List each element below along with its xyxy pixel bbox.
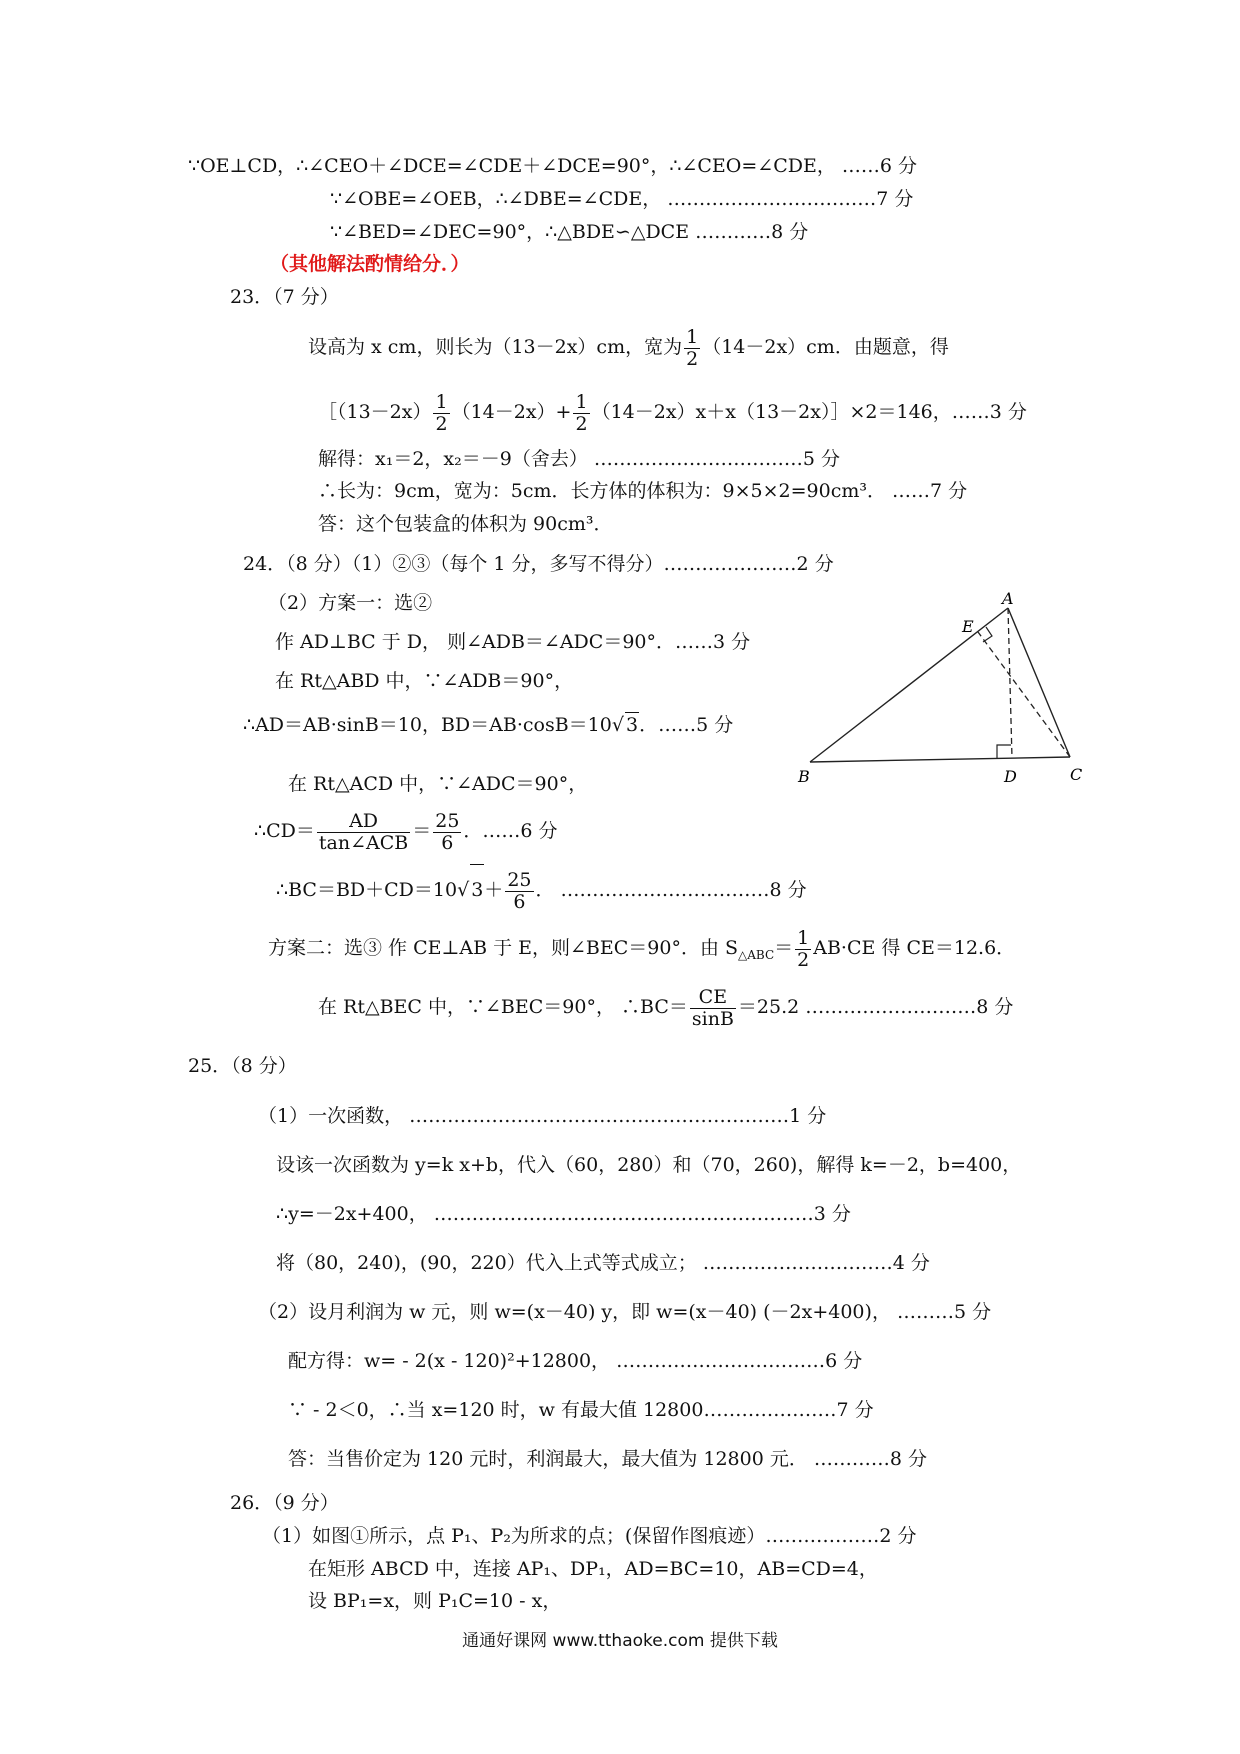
- q23-solution: 解得：x₁＝2，x₂＝－9（舍去） ……………………………5 分: [318, 448, 841, 470]
- q24-heading: 24．（8 分）（1）②③（每个 1 分，多写不得分）…………………2 分: [243, 553, 834, 575]
- note-other-methods: （其他解法酌情给分．）: [270, 253, 470, 275]
- q24-step5-text-a: ∴CD＝: [254, 820, 315, 842]
- q24-plan2: [268, 925, 1015, 978]
- q23-setup-text-b: （14－2x）cm．由题意，得: [702, 336, 949, 358]
- line-3: ∵∠BED=∠DEC=90°，∴△BDE∽△DCE …………8 分: [330, 221, 809, 243]
- sqrt-sign: [612, 714, 624, 736]
- label-c: C: [1070, 765, 1083, 784]
- fraction-den: 2: [686, 347, 699, 370]
- altitude-ce: [978, 632, 1070, 757]
- footer-source: 通通好课网 www.tthaoke.com 提供下载: [462, 1631, 778, 1651]
- q24-plan1-title: （2）方案一：选②: [268, 592, 433, 614]
- triangle-figure: [790, 590, 1090, 790]
- q24-plan1-step5: [254, 806, 558, 856]
- fraction-half: [684, 327, 700, 370]
- fraction-den: sinB: [691, 1007, 734, 1030]
- q24-plan2-subscript: △ABC: [738, 947, 775, 962]
- fraction-den: 6: [513, 890, 526, 913]
- sqrt-radicand: 3: [625, 714, 639, 736]
- q24-step5-text-c: ．……6 分: [463, 820, 558, 842]
- fraction-den: 6: [441, 831, 454, 854]
- label-d: D: [1004, 767, 1017, 786]
- fraction-25-6: [433, 811, 461, 854]
- q24-result-text-d: ． ……………………………8 分: [535, 879, 807, 901]
- q24-plan2-result-text-b: ＝25.2 ………………………8 分: [737, 996, 1014, 1018]
- fraction-den: 2: [797, 948, 810, 971]
- q23-answer: 答：这个包装盒的体积为 90cm³．: [318, 513, 613, 535]
- q25-function: ∴y=－2x+400， ……………………………………………………3 分: [276, 1203, 851, 1225]
- q23-eq-text-a: ［（13－2x）: [318, 401, 432, 423]
- q25-complete-square: 配方得：w= - 2(x - 120)²+12800， ……………………………6 分: [288, 1350, 863, 1372]
- fraction-num: 1: [686, 325, 699, 348]
- fraction-num: 1: [435, 390, 448, 413]
- side-ac: [1008, 608, 1070, 757]
- q26-part1: （1）如图①所示，点 P₁、P₂为所求的点；(保留作图痕迹）………………2 分: [262, 1525, 917, 1547]
- label-e: E: [962, 617, 974, 636]
- q25-setup: 设该一次函数为 y=k x+b，代入（60，280）和（70，260)，解得 k=－2，b=400，: [276, 1154, 1022, 1176]
- q25-heading: 25．（8 分）: [188, 1055, 297, 1077]
- q25-part2: （2）设月利润为 w 元，则 w=(x－40) y，即 w=(x－40) (－2x+400)， ………5 分: [258, 1301, 992, 1323]
- label-b: B: [798, 767, 810, 786]
- fraction-num: 1: [575, 390, 588, 413]
- line-2: ∵∠OBE=∠OEB，∴∠DBE=∠CDE， ……………………………7 分: [330, 188, 914, 210]
- fraction-half: [573, 392, 589, 435]
- q25-part1: （1）一次函数， ……………………………………………………1 分: [258, 1105, 827, 1127]
- q25-max: ∵ - 2＜0，∴当 x=120 时，w 有最大值 12800…………………7 分: [288, 1399, 874, 1421]
- q24-result-text-a: ∴BC＝BD＋CD＝10: [276, 879, 458, 901]
- q24-plan1-step3: [243, 712, 733, 737]
- fraction-den: 2: [575, 412, 588, 435]
- right-angle-d: [997, 745, 1011, 758]
- fraction-ad-tan: [317, 811, 410, 854]
- q24-plan2-result-text-a: 在 Rt△BEC 中，∵∠BEC＝90°， ∴BC＝: [318, 996, 688, 1018]
- altitude-ad: [1008, 608, 1012, 758]
- q24-plan2-text-a: 方案二：选③ 作 CE⊥AB 于 E，则∠BEC＝90°．由 S: [268, 937, 739, 959]
- fraction-25-6: [505, 870, 533, 913]
- q26-variable: 设 BP₁=x，则 P₁C=10 - x，: [308, 1590, 562, 1612]
- fraction-ce-sinb: [690, 987, 736, 1030]
- q25-verify: 将（80，240)，(90，220）代入上式等式成立； …………………………4 分: [276, 1252, 930, 1274]
- q24-plan1-step2: 在 Rt△ABD 中，∵∠ADB＝90°，: [275, 670, 574, 692]
- fraction-num: CE: [690, 987, 736, 1009]
- q23-line-equation: [318, 386, 1027, 438]
- q26-rectangle: 在矩形 ABCD 中，连接 AP₁、DP₁，AD=BC=10，AB=CD=4，: [308, 1558, 878, 1580]
- q24-plan2-text-c: AB·CE 得 CE＝12.6．: [813, 937, 1016, 959]
- fraction-half: [433, 392, 449, 435]
- q23-heading: 23．（7 分）: [230, 286, 339, 308]
- q24-result-text-c: ＋: [484, 879, 504, 901]
- line-1: ∵OE⊥CD，∴∠CEO＋∠DCE=∠CDE＋∠DCE=90°，∴∠CEO=∠CDE， ……6 分: [188, 155, 918, 177]
- fraction-num: AD: [317, 811, 410, 833]
- q25-answer: 答：当售价定为 120 元时，利润最大，最大值为 12800 元． …………8 分: [288, 1448, 928, 1470]
- q24-plan2-text-b: ＝: [774, 937, 794, 959]
- q26-heading: 26．（9 分）: [230, 1492, 339, 1514]
- fraction-num: 25: [435, 809, 460, 832]
- q23-eq-text-b: （14－2x）+: [451, 401, 572, 423]
- label-a: A: [1002, 590, 1014, 608]
- side-ab: [810, 608, 1008, 762]
- q24-plan1-result: [276, 864, 807, 915]
- q24-plan1-step4: 在 Rt△ACD 中，∵∠ADC＝90°，: [288, 773, 588, 795]
- fraction-num: 25: [507, 868, 532, 891]
- side-bc: [810, 757, 1070, 762]
- sqrt-radicand: 3: [470, 864, 484, 915]
- q23-setup-text-a: 设高为 x cm，则长为（13－2x）cm，宽为: [308, 336, 683, 358]
- fraction-den: 2: [435, 412, 448, 435]
- q23-dimensions: ∴长为：9cm，宽为：5cm．长方体的体积为：9×5×2=90cm³． ……7 分: [318, 480, 968, 502]
- fraction-num: 1: [797, 926, 810, 949]
- sqrt-sign: [457, 879, 469, 901]
- fraction-den: tan∠ACB: [318, 831, 409, 854]
- q24-step5-text-b: ＝: [412, 820, 432, 842]
- q24-step3-text-a: ∴AD＝AB·sinB＝10，BD＝AB·cosB＝10: [243, 714, 612, 736]
- q23-line-setup: [308, 321, 949, 373]
- q24-plan1-step1: 作 AD⊥BC 于 D， 则∠ADB＝∠ADC＝90°．……3 分: [275, 631, 751, 653]
- fraction-half: [795, 928, 811, 971]
- q24-plan2-result: [318, 982, 1013, 1032]
- q23-eq-text-c: （14－2x）x＋x（13－2x）］×2＝146，……3 分: [591, 401, 1027, 423]
- q24-step3-text-c: ．……5 分: [639, 714, 734, 736]
